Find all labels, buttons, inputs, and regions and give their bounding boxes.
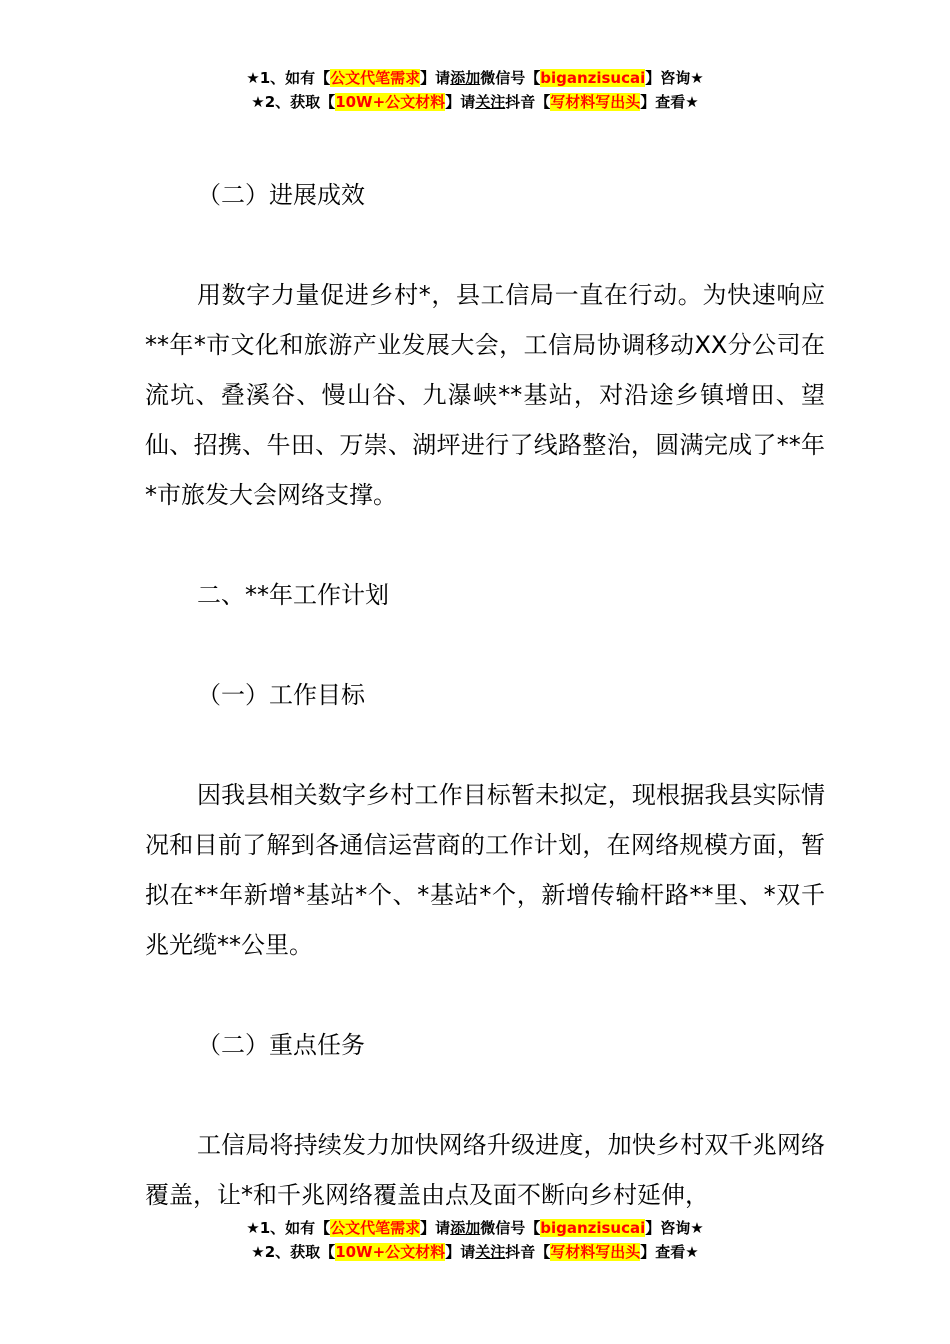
banner-emphasis: 添加	[450, 1219, 481, 1237]
banner-text: ★1、如有【	[246, 69, 331, 87]
banner-text: ★2、获取【	[251, 93, 336, 111]
banner-text: 抖音【	[505, 93, 551, 111]
spacer	[145, 620, 825, 670]
banner-text: ★1、如有【	[246, 1219, 331, 1237]
banner-text: 】咨询★	[645, 1219, 704, 1237]
banner-line-2	[0, 90, 950, 114]
banner-highlight: biganzisucai	[540, 69, 646, 87]
banner-highlight: 10W+公文材料	[335, 1243, 446, 1261]
banner-text: 微信号【	[480, 1219, 541, 1237]
section-task-heading: （二）重点任务	[197, 1031, 365, 1059]
document-body	[145, 170, 825, 1220]
banner-text: 】咨询★	[645, 69, 704, 87]
banner-text: 】查看★	[640, 1243, 699, 1261]
banner-highlight: 写材料写出头	[550, 1243, 641, 1261]
banner-text: 抖音【	[505, 1243, 551, 1261]
spacer	[145, 720, 825, 770]
banner-highlight: 写材料写出头	[550, 93, 641, 111]
paragraph-goal: 因我县相关数字乡村工作目标暂未拟定，现根据我县实际情况和目前了解到各通信运营商的工作计划，在网络规模方面，暂拟在**年新增*基站*个、*基站*个，新增传输杆路**里、*双千兆光缆**公里。	[145, 781, 825, 959]
banner-highlight: biganzisucai	[540, 1219, 646, 1237]
spacer	[145, 970, 825, 1020]
banner-text: 】请	[445, 1243, 476, 1261]
banner-text: 】请	[420, 69, 451, 87]
banner-line-1	[0, 1216, 950, 1240]
header-banner	[0, 66, 950, 114]
section-plan-heading: 二、**年工作计划	[197, 581, 389, 609]
banner-text: ★2、获取【	[251, 1243, 336, 1261]
banner-text: 】请	[420, 1219, 451, 1237]
banner-emphasis: 添加	[450, 69, 481, 87]
banner-emphasis: 关注	[475, 1243, 506, 1261]
section-progress-heading: （二）进展成效	[197, 181, 365, 209]
banner-text: 】查看★	[640, 93, 699, 111]
paragraph-task: 工信局将持续发力加快网络升级进度，加快乡村双千兆网络覆盖，让*和千兆网络覆盖由点及面不断向乡村延伸，	[145, 1131, 825, 1209]
banner-highlight: 公文代笔需求	[330, 69, 421, 87]
spacer	[145, 220, 825, 270]
banner-text: 】请	[445, 93, 476, 111]
section-goal-heading: （一）工作目标	[197, 681, 365, 709]
banner-line-2	[0, 1240, 950, 1264]
banner-line-1	[0, 66, 950, 90]
spacer	[145, 1070, 825, 1120]
footer-banner	[0, 1216, 950, 1264]
banner-emphasis: 关注	[475, 93, 506, 111]
paragraph-progress: 用数字力量促进乡村*，县工信局一直在行动。为快速响应**年*市文化和旅游产业发展大会，工信局协调移动XX分公司在流坑、叠溪谷、慢山谷、九瀑峡**基站，对沿途乡镇增田、望仙、招携、牛田、万崇、湖坪进行了线路整治，圆满完成了**年*市旅发大会网络支撑。	[145, 281, 825, 509]
banner-highlight: 10W+公文材料	[335, 93, 446, 111]
spacer	[145, 520, 825, 570]
banner-highlight: 公文代笔需求	[330, 1219, 421, 1237]
banner-text: 微信号【	[480, 69, 541, 87]
